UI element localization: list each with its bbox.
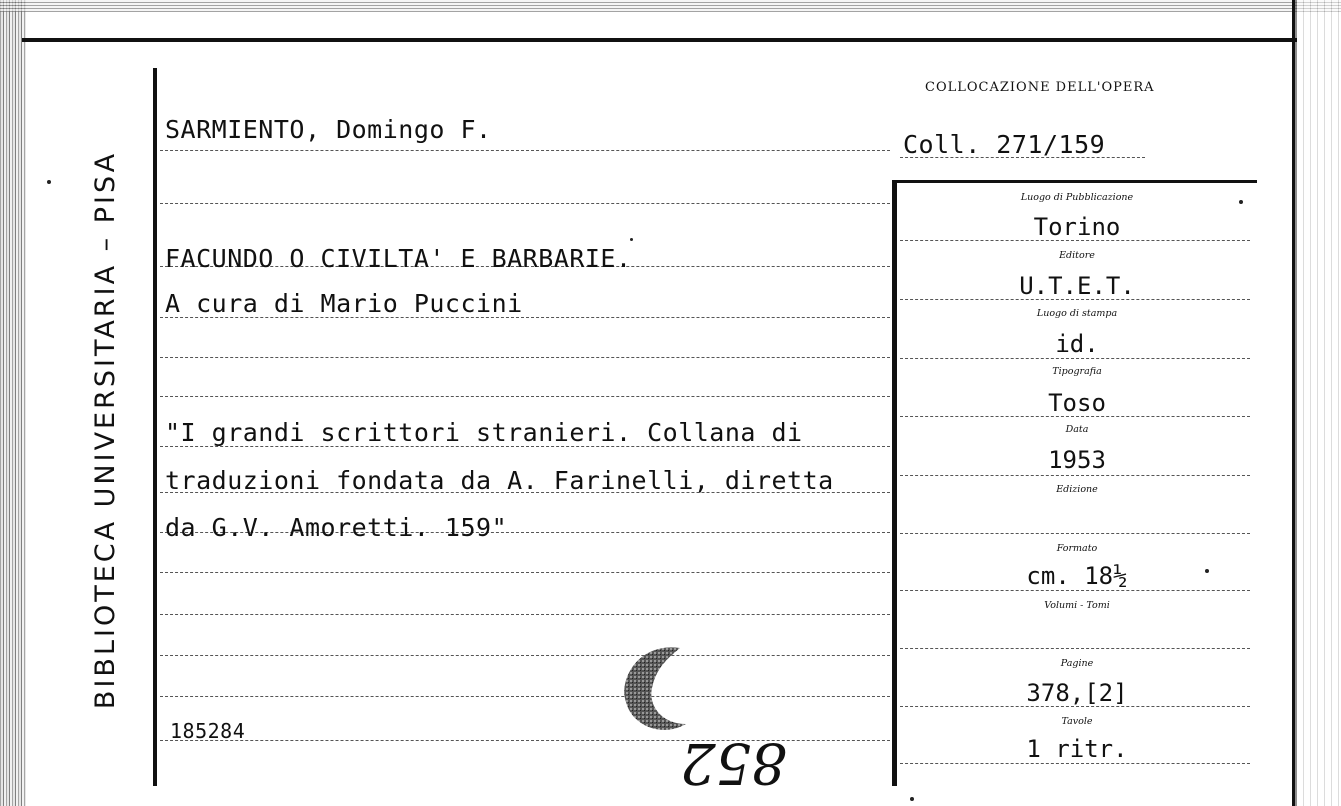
scanned-edge-right <box>1294 0 1341 806</box>
ruled-line <box>900 763 1250 764</box>
format-value: cm. 18½ <box>1026 562 1128 590</box>
ruled-line <box>160 655 890 656</box>
speck <box>1205 569 1209 573</box>
date-caption: Data <box>1065 424 1089 435</box>
speck <box>630 238 633 241</box>
ruled-line <box>160 396 890 397</box>
ruled-line <box>160 696 890 697</box>
speck <box>1239 200 1243 204</box>
plates-value: 1 ritr. <box>1026 735 1128 763</box>
date-value: 1953 <box>1048 446 1106 474</box>
library-name-vertical: BIBLIOTECA UNIVERSITARIA – PISA <box>90 150 121 710</box>
printer-value: Toso <box>1048 389 1106 417</box>
printer-caption: Tipografia <box>1052 366 1102 377</box>
series-line-3: da G.V. Amoretti. 159" <box>165 513 508 542</box>
plates-caption: Tavole <box>1061 716 1093 727</box>
handwritten-number: 852 <box>680 730 787 795</box>
library-stamp <box>618 640 698 740</box>
publisher-value: U.T.E.T. <box>1019 272 1135 300</box>
place-caption: Luogo di Pubblicazione <box>1020 192 1134 203</box>
margin-rule <box>153 68 157 786</box>
ruled-line <box>160 203 890 204</box>
ruled-line <box>160 357 890 358</box>
scanned-edge-top <box>0 0 1341 12</box>
top-rule <box>22 38 1297 42</box>
ruled-line <box>900 475 1250 476</box>
speck <box>910 797 914 801</box>
ruled-line <box>900 648 1250 649</box>
print-place-value: id. <box>1055 330 1099 358</box>
right-border-rule <box>1292 0 1295 806</box>
ruled-line <box>160 614 890 615</box>
ruled-line <box>160 572 890 573</box>
ruled-line <box>160 150 890 151</box>
ruled-line <box>900 590 1250 591</box>
inventory-number: 185284 <box>170 719 246 743</box>
print-place-caption: Luogo di stampa <box>1036 308 1118 319</box>
pages-caption: Pagine <box>1060 658 1094 669</box>
collocation-heading: COLLOCAZIONE DELL'OPERA <box>925 80 1155 95</box>
place-value: Torino <box>1033 213 1121 241</box>
ruled-line <box>900 358 1250 359</box>
edition-caption: Edizione <box>1056 484 1098 495</box>
title-line: FACUNDO O CIVILTA' E BARBARIE. <box>165 244 632 273</box>
pages-value: 378,[2] <box>1026 679 1128 707</box>
format-caption: Formato <box>1056 543 1098 554</box>
scanned-edge-left <box>0 0 26 806</box>
details-box-top-rule <box>892 180 1257 183</box>
volumes-caption: Volumi - Tomi <box>1044 600 1110 611</box>
editor-line: A cura di Mario Puccini <box>165 289 523 318</box>
shelfmark: Coll. 271/159 <box>903 130 1106 159</box>
publisher-caption: Editore <box>1059 250 1095 261</box>
series-line-1: "I grandi scrittori stranieri. Collana di <box>165 418 803 447</box>
speck <box>47 180 51 184</box>
author-heading: SARMIENTO, Domingo F. <box>165 115 492 144</box>
series-line-2: traduzioni fondata da A. Farinelli, diretta <box>165 466 834 495</box>
ruled-line <box>900 533 1250 534</box>
